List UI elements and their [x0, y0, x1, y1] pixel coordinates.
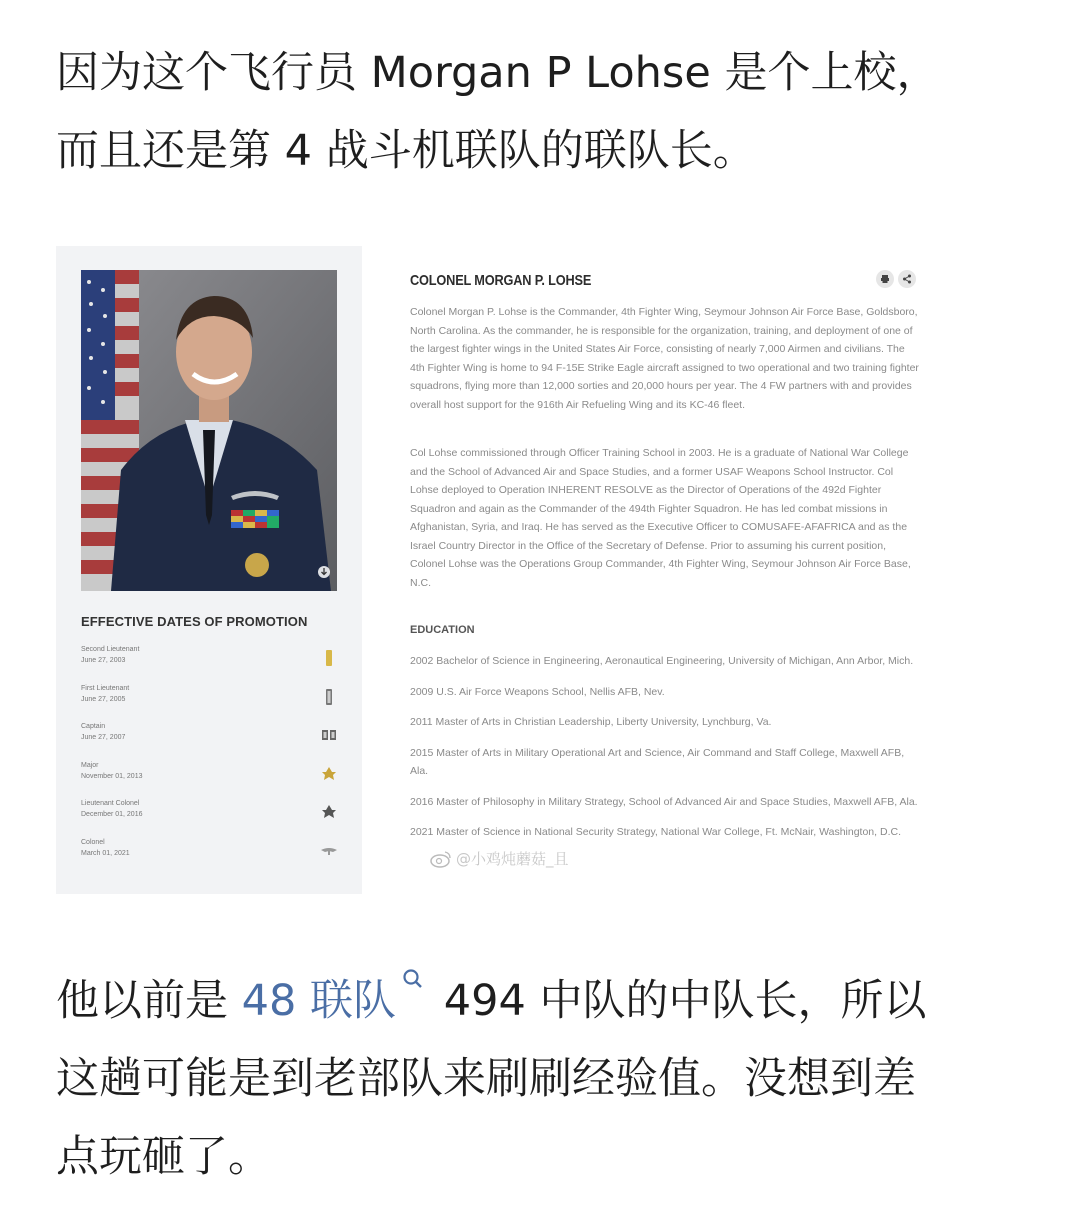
profile-card: [56, 246, 362, 894]
followup-after-link: 494 中队的中队长，所以: [430, 976, 927, 1026]
search-icon[interactable]: [402, 962, 430, 1002]
biography-paragraph-1: Colonel Morgan P. Lohse is the Commander, 4th Fighter Wing, Seymour Johnson Air Force Base, Goldsboro, North Carolina. As the commander, he is responsible for the organization, training, and deployment of one of the largest fighter wings in the United States Air Force, consisting of nearly 7,000 Airmen and civilians. The 4th Fighter Wing is home to 94 F-15E Strike Eagle aircraft assigned to two operational and two training fighter squadrons, flying more than 12,000 sorties and 20,000 hours per year. The 4 FW partners with and provides overall host support for the 916th Air Refueling Wing and its KC-46 fleet.: [410, 306, 919, 411]
biography-paragraph-2: Col Lohse commissioned through Officer Training School in 2003. He is a graduate of National War College and the School of Advanced Air and Space Studies, and a former USAF Weapons School Instructor. Col Lohse deployed to Operation INHERENT RESOLVE as the Director of Operations of the 492d Fighter Squadron and again as the Commander of the 494th Fighter Squadron. He has led combat missions in Afghanistan, Syria, and Iraq. He has served as the Executive Officer to COMUSAFE-AFAFRICA and as the Israel Country Director in the Office of the Secretary of Defense. Prior to assuming his current position, Colonel Lohse was the Operations Group Commander, 4th Fighter Wing, Seymour Johnson Air Force Base, N.C.: [410, 447, 911, 589]
promotion-rank: Lieutenant Colonel: [81, 800, 140, 807]
followup-line-3: 点玩砸了。: [56, 1132, 271, 1182]
promotion-item: [81, 798, 339, 837]
weibo-watermark: [430, 848, 569, 869]
page-tools: [876, 270, 916, 288]
gold-bar-icon: [319, 648, 339, 668]
promotion-date: March 01, 2021: [81, 849, 130, 857]
promotion-section-title: EFFECTIVE DATES OF PROMOTION: [81, 614, 308, 629]
promotion-rank: First Lieutenant: [81, 684, 130, 692]
embedded-screenshot: [56, 246, 986, 896]
followup-line-2: 这趟可能是到老部队来刷刷经验值。没想到差: [56, 1054, 916, 1104]
biography-title: COLONEL MORGAN P. LOHSE: [410, 272, 592, 289]
intro-line-2: 而且还是第 4 战斗机联队的联队长。: [56, 126, 756, 176]
promotion-list: [81, 644, 339, 875]
intro-line-1: 因为这个飞行员 Morgan P Lohse 是个上校，: [56, 48, 940, 98]
promotion-item: [81, 837, 339, 876]
print-icon[interactable]: [876, 270, 894, 288]
education-item: 2016 Master of Philosophy in Military Strategy, School of Advanced Air and Space Studies, Maxwell AFB, Ala.: [410, 795, 918, 808]
promotion-rank: Major: [81, 761, 99, 769]
promotion-rank: Colonel: [81, 838, 105, 846]
promotion-rank: Second Lieutenant: [81, 646, 140, 653]
promotion-date: December 01, 2016: [81, 811, 143, 818]
double-bar-icon: [319, 725, 339, 745]
share-icon[interactable]: [898, 270, 916, 288]
followup-prefix: 他以前是: [56, 976, 242, 1026]
promotion-item: [81, 721, 339, 760]
education-title: EDUCATION: [410, 624, 475, 636]
download-icon[interactable]: [317, 564, 331, 583]
education-item: 2009 U.S. Air Force Weapons School, Nellis AFB, Nev.: [410, 685, 665, 698]
education-item: 2002 Bachelor of Science in Engineering, Aeronautical Engineering, University of Michigan, Ann Arbor, Mich.: [410, 655, 914, 667]
eagle-icon: [319, 841, 339, 861]
promotion-date: June 27, 2003: [81, 657, 126, 664]
education-item: 2011 Master of Arts in Christian Leadership, Liberty University, Lynchburg, Va.: [410, 716, 772, 728]
education-item: 2015 Master of Arts in Military Operational Art and Science, Air Command and Staff College, Maxwell AFB, Ala.: [410, 746, 905, 777]
promotion-rank: Captain: [81, 723, 106, 730]
silver-bar-icon: [319, 687, 339, 707]
weibo-logo-icon: [430, 850, 452, 868]
education-item: 2021 Master of Science in National Security Strategy, National War College, Ft. McNair, Washington, D.C.: [410, 826, 901, 838]
silver-leaf-icon: [319, 802, 339, 822]
gold-leaf-icon: [319, 764, 339, 784]
promotion-date: June 27, 2005: [81, 695, 126, 703]
promotion-date: November 01, 2013: [81, 772, 143, 780]
officer-portrait: [81, 270, 337, 591]
followup-line-1: [56, 962, 1036, 1040]
promotion-item: [81, 760, 339, 799]
education-list: [410, 652, 920, 854]
followup-paragraph: [56, 962, 1036, 1196]
biography-panel: [410, 246, 930, 896]
promotion-item: [81, 644, 339, 683]
watermark-text: @小鸡炖蘑菇_且: [456, 850, 569, 868]
promotion-date: June 27, 2007: [81, 734, 126, 741]
promotion-item: [81, 683, 339, 722]
intro-paragraph: [56, 34, 1036, 190]
wing-48-link[interactable]: 48 联队: [241, 976, 397, 1026]
